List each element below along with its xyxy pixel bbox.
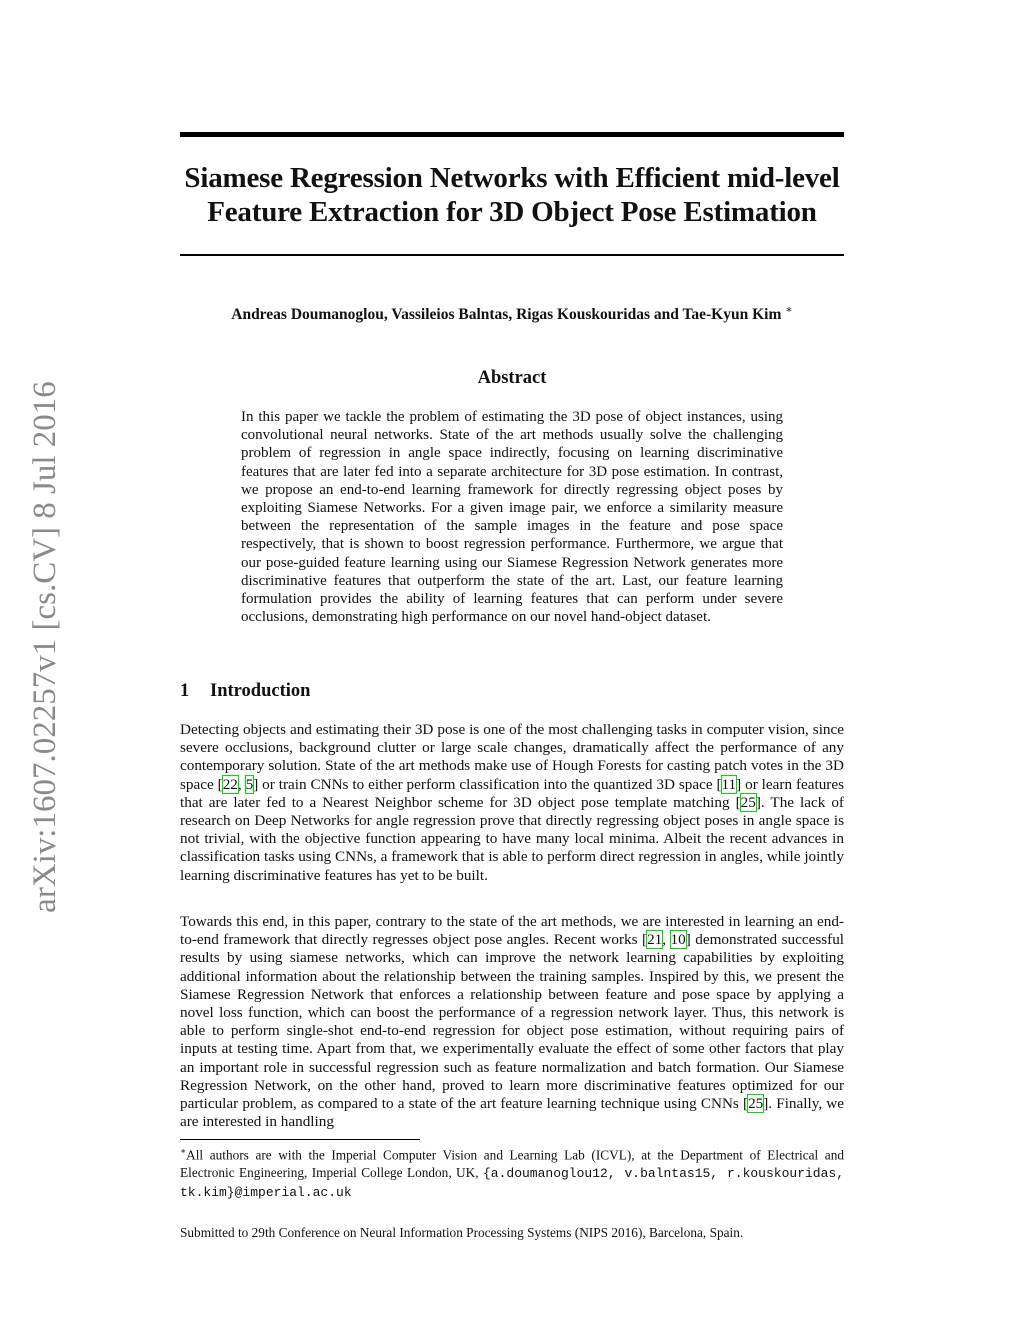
text-run: ,	[237, 775, 246, 793]
text-run: ] or learn features that are later fed to a Nearest Neighbor scheme for 3D object pose template matching [	[180, 775, 845, 811]
author-list	[180, 300, 844, 325]
footnote-emails: {a.doumanoglou12, v.balntas15, r.kouskouridas, tk.kim}@imperial.ac.uk	[180, 1166, 844, 1201]
arxiv-stamp: arXiv:1607.02257v1 [cs.CV] 8 Jul 2016	[27, 381, 63, 913]
text-run: ]. Finally, we are interested in handling	[180, 1095, 844, 1131]
text-run: ] or train CNNs to either perform classification into the quantized 3D space [	[253, 775, 722, 793]
text-run: Detecting objects and estimating their 3D pose is one of the most challenging tasks in computer vision, since severe occlusions, background clutter or large scale changes, dramatically affect the performance of any contemporary solution. State of the art methods make use of Hough Forests for casting patch votes in the 3D space [	[180, 721, 844, 793]
title-line-2: Feature Extraction for 3D Object Pose Estimation	[207, 196, 817, 228]
text-run: ,	[662, 931, 671, 949]
intro-paragraph-2	[180, 913, 844, 1131]
citation-link[interactable]: 11	[721, 775, 737, 793]
citation-link[interactable]: 25	[748, 1095, 764, 1113]
abstract-text: In this paper we tackle the problem of estimating the 3D pose of object instances, using convolutional neural networks. State of the art methods usually solve the challenging problem of regression in angle space indirectly, focusing on learning discriminative features that are later fed into a separate architecture for 3D pose estimation. In contrast, we propose an end-to-end learning framework for directly regressing object poses by exploiting Siamese Networks. For a given image pair, we enforce a similarity measure between the representation of the sample images in the feature and pose space respectively, that is shown to boost regression performance. Furthermore, we argue that our pose-guided feature learning using our Siamese Regression Network generates more discriminative features that outperform the state of the art. Last, our feature learning formulation provides the ability of learning features that can perform under severe occlusions, demonstrating high performance on our novel hand-object dataset.	[241, 409, 783, 626]
footnote-text: All authors are with the Imperial Computer Vision and Learning Lab (ICVL), at the Department of Electrical and Electronic Engineering, Imperial College London, UK,	[180, 1147, 844, 1181]
venue-note: Submitted to 29th Conference on Neural Information Processing Systems (NIPS 2016), Barcelona, Spain.	[180, 1225, 744, 1240]
paper-title	[180, 161, 844, 229]
citation-link[interactable]: 5	[245, 775, 254, 793]
citation-link[interactable]: 22	[222, 775, 238, 793]
author-footnote-mark[interactable]: ∗	[785, 304, 793, 316]
text-run: ]. The lack of research on Deep Networks for angle regression prove that directly regressing object poses in angle space is not trivial, with the objective function appearing to have many local minima. Albeit the recent advances in classification tasks using CNNs, a framework that is able to perform direct regression in angles, while jointly learning discriminative features has yet to be built.	[180, 793, 844, 884]
text-run: ] demonstrated successful results by using siamese networks, which can improve the network learning capabilities by exploiting additional information about the relationship between the training samples. Inspired by this, we present the Siamese Regression Network that enforces a relationship between feature and pose space by applying a novel loss function, which can boost the performance of a regression network layer. Thus, this network is able to perform single-shot end-to-end regression for object pose estimation, without requiring pairs of inputs at testing time. Apart from that, we experimentally evaluate the effect of some other factors that play an important role in successful regression such as feature normalization and batch formation. Our Siamese Regression Network, on the other hand, proved to learn more discriminative features optimized for our particular problem, as compared to a state of the art feature learning technique using CNNs [	[180, 931, 845, 1113]
citation-link[interactable]: 21	[647, 931, 663, 949]
footnote	[180, 1142, 844, 1202]
author-names: Andreas Doumanoglou, Vassileios Balntas, Rigas Kouskouridas and Tae-Kyun Kim	[231, 306, 782, 324]
citation-link[interactable]: 10	[670, 931, 686, 949]
section-heading-introduction	[180, 679, 310, 703]
footnote-mark: ∗	[180, 1146, 187, 1156]
footnote-rule	[180, 1139, 420, 1140]
title-line-1: Siamese Regression Networks with Efficient mid-level	[184, 162, 840, 194]
title-bottom-rule	[180, 254, 844, 256]
section-number: 1	[180, 681, 190, 701]
section-title: Introduction	[210, 681, 311, 701]
citation-link[interactable]: 25	[740, 793, 756, 811]
intro-paragraph-1	[180, 721, 844, 885]
title-top-rule	[180, 132, 844, 137]
text-run: Towards this end, in this paper, contrary to the state of the art methods, we are interested in learning an end-to-end framework that directly regresses object pose angles. Recent works [	[180, 913, 844, 949]
abstract-heading: Abstract	[477, 368, 547, 388]
